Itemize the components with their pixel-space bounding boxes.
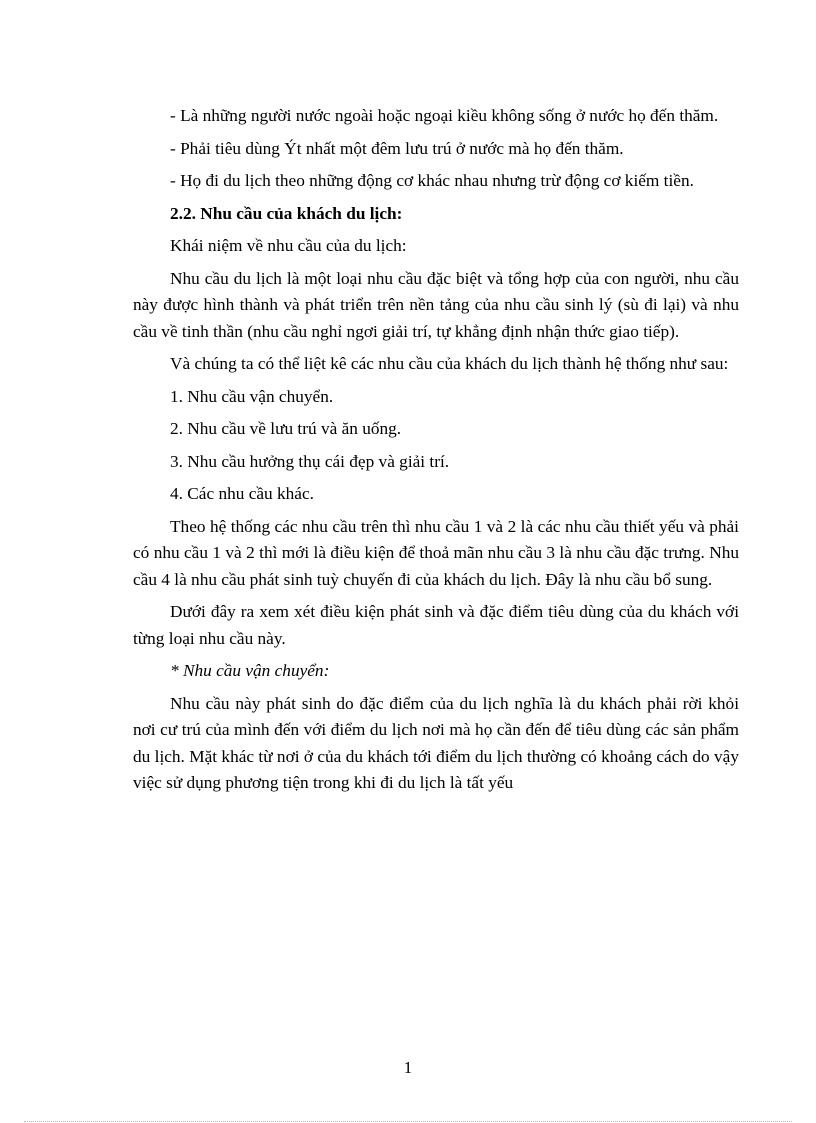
paragraph-motive-criterion: - Họ đi du lịch theo những động cơ khác nhau nhưng trừ động cơ kiếm tiền.: [170, 171, 694, 190]
paragraph-transport: Nhu cầu này phát sinh do đặc điểm của du lịch nghĩa là du khách phải rời khỏi nơi cư trú của mình đến với điểm du lịch nơi mà họ cần đến để tiêu dùng các sản phẩm du lịch. Mặt khác từ nơi ở của du khách tới điểm du lịch thường có khoảng cách do vậy việc sử dụng phương tiện trong khi đi du lịch là tất yếu: [133, 693, 739, 792]
list-item: 2. Nhu cầu về lưu trú và ăn uống.: [170, 419, 402, 438]
paragraph-overnight-criterion: - Phải tiêu dùng Ýt nhất một đêm lưu trú ở nước mà họ đến thăm.: [170, 138, 624, 158]
section-heading: 2.2. Nhu cầu của khách du lịch:: [170, 203, 403, 223]
paragraph-list-intro: Và chúng ta có thể liệt kê các nhu cầu của khách du lịch thành hệ thống như sau:: [170, 354, 729, 373]
list-item: 4. Các nhu cầu khác.: [170, 484, 314, 503]
subheading-transport: * Nhu cầu vận chuyển:: [170, 661, 330, 680]
paragraph-system-explanation: Theo hệ thống các nhu cầu trên thì nhu cầu 1 và 2 là các nhu cầu thiết yếu và phải có nhu cầu 1 và 2 thì mới là điều kiện để thoả mãn nhu cầu 3 là nhu cầu đặc trưng. Nhu cầu 4 là nhu cầu phát sinh tuỳ chuyến đi của khách du lịch. Đây là nhu cầu bổ sung.: [133, 516, 739, 589]
concept-intro: Khái niệm về nhu cầu của du lịch:: [170, 236, 407, 255]
paragraph-definition: Nhu cầu du lịch là một loại nhu cầu đặc biệt và tổng hợp của con người, nhu cầu này được hình thành và phát triển trên nền tảng của nhu cầu sinh lý (sù đi lại) và nhu cầu về tinh thần (nhu cầu nghỉ ngơi giải trí, tự khẳng định nhận thức giao tiếp).: [133, 268, 739, 341]
list-item: 3. Nhu cầu hưởng thụ cái đẹp và giải trí.: [170, 451, 450, 471]
paragraph-review-intro: Dưới đây ra xem xét điều kiện phát sinh và đặc điểm tiêu dùng của du khách với từng loại nhu cầu này.: [133, 602, 739, 648]
page-bottom-divider: [24, 1121, 792, 1122]
body-text: [133, 103, 739, 797]
list-item: 1. Nhu cầu vận chuyển.: [170, 386, 334, 406]
page-number: 1: [403, 1058, 413, 1077]
paragraph-foreigner-criterion: - Là những người nước ngoài hoặc ngoại kiều không sống ở nước họ đến thăm.: [170, 106, 719, 125]
